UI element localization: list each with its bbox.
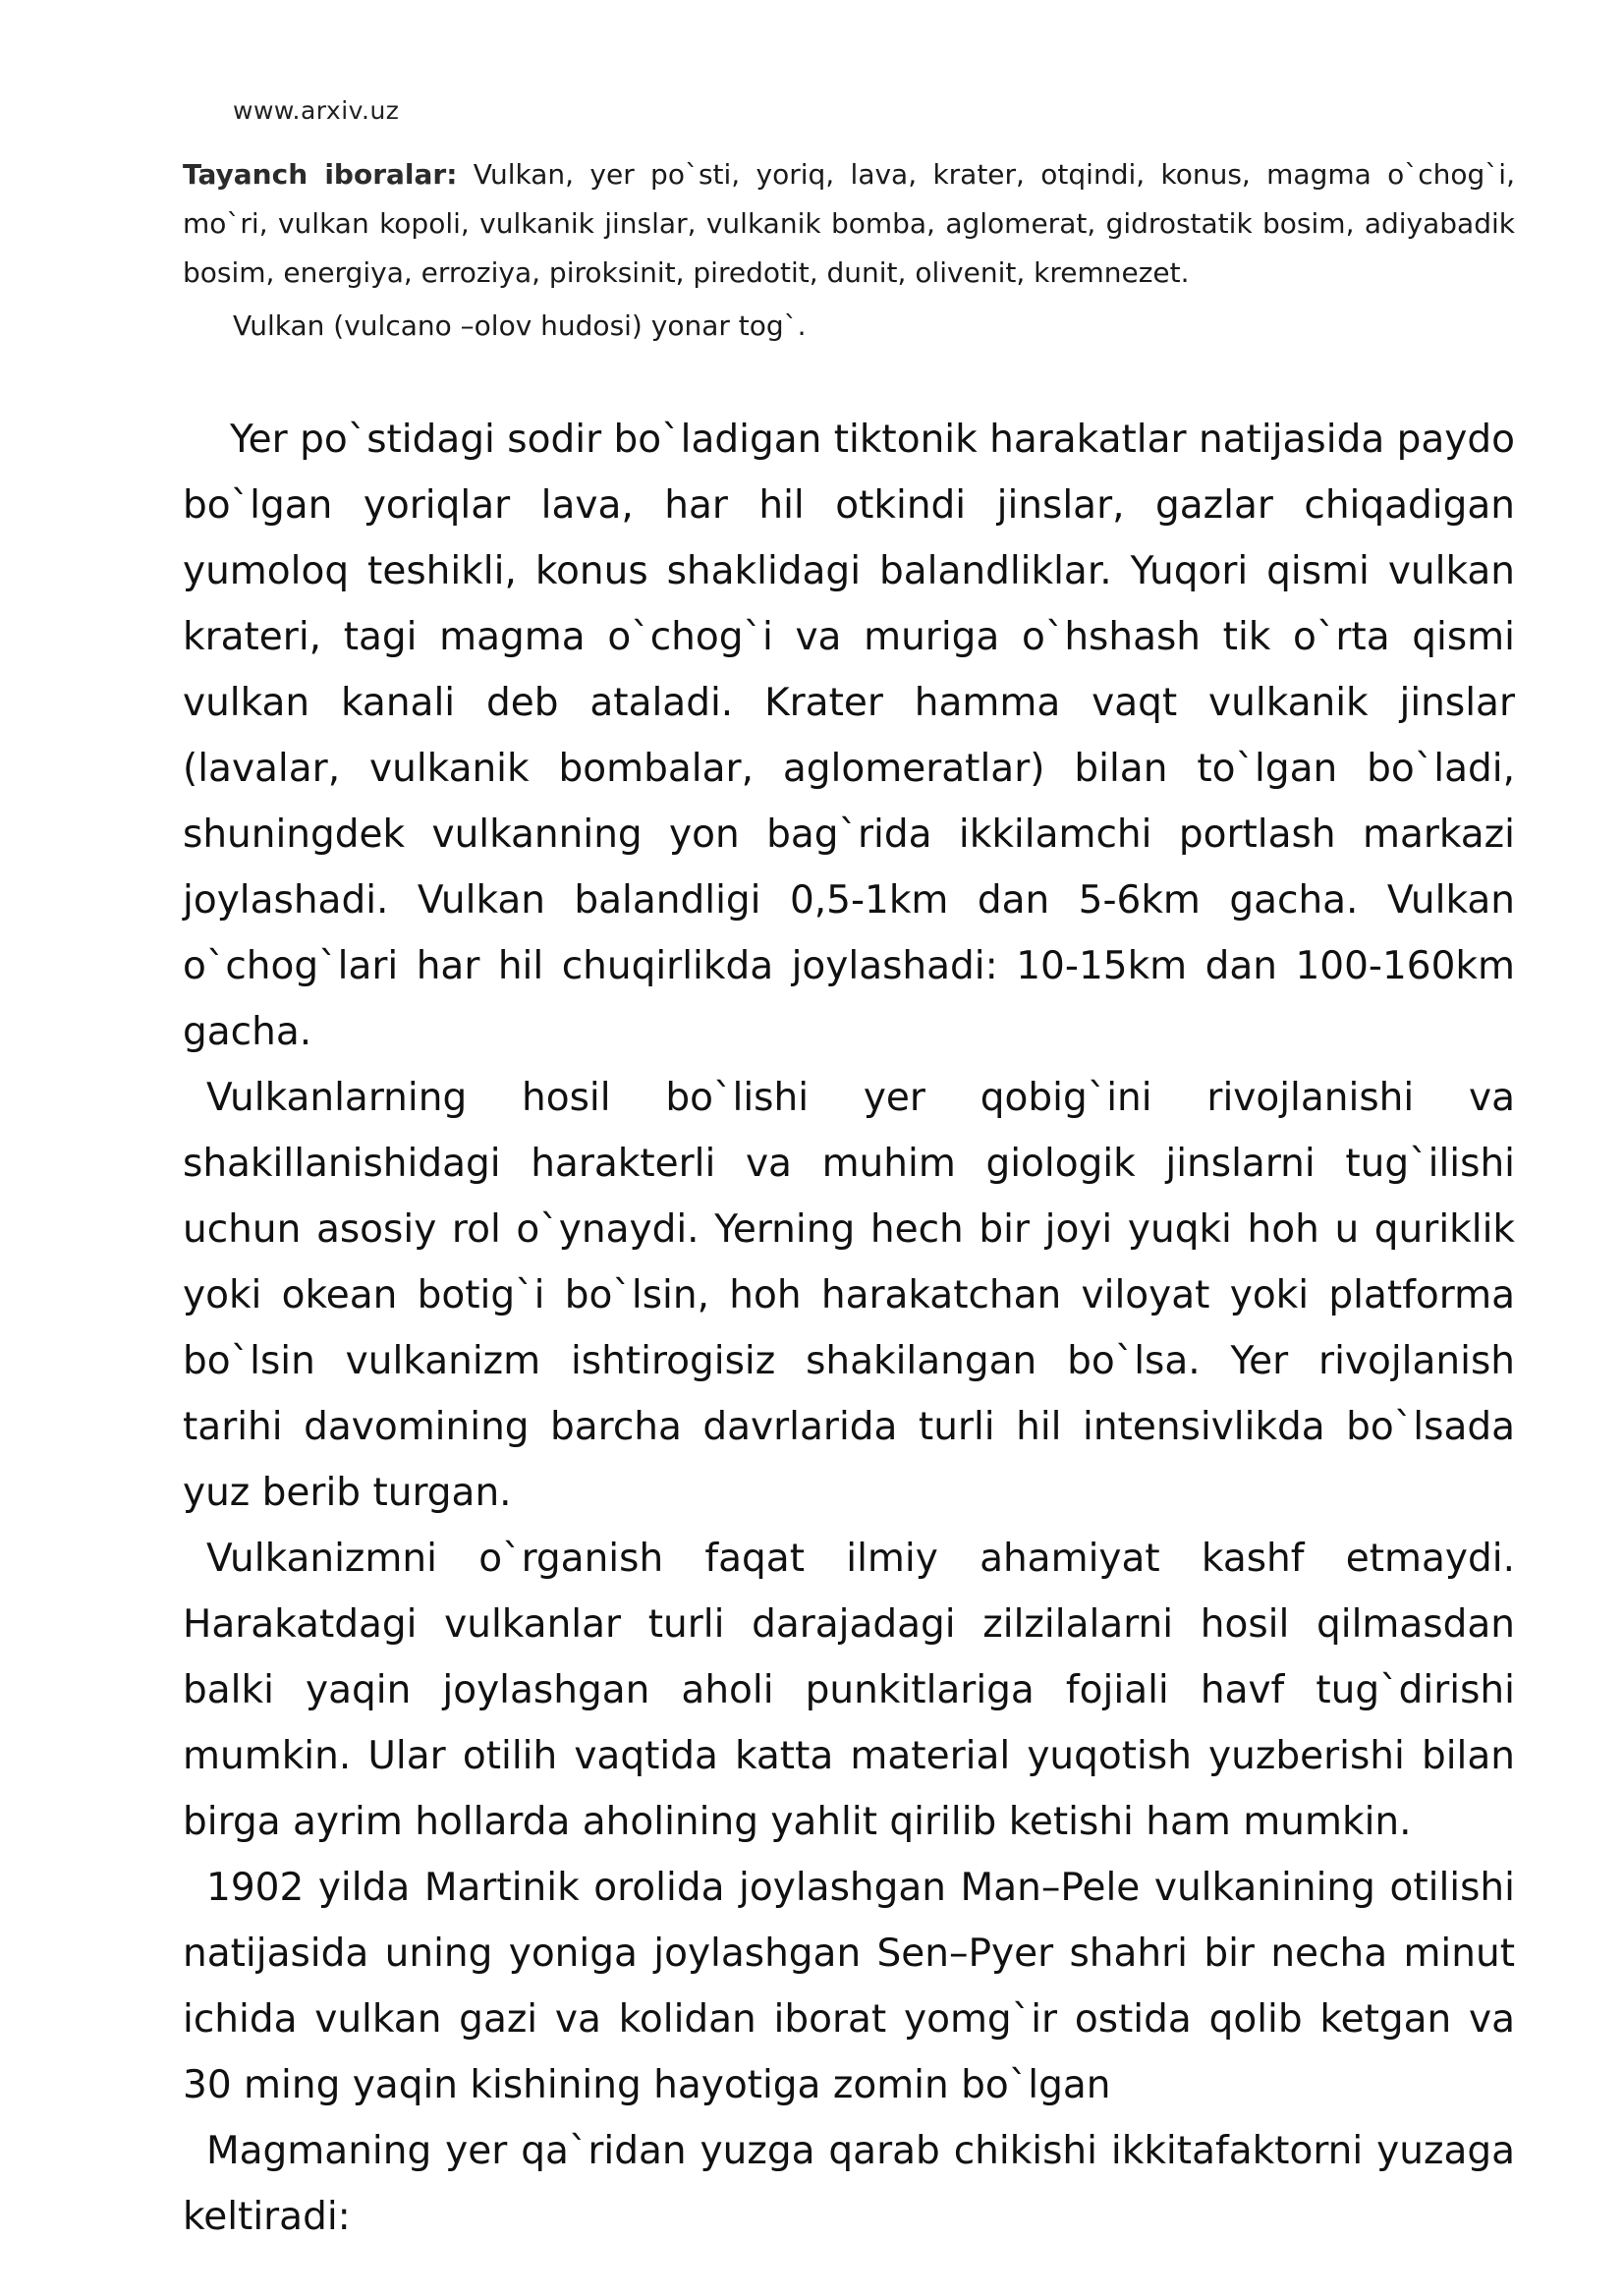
site-url: www.arxiv.uz (233, 96, 400, 125)
paragraph-3: Vulkanizmni o`rganish faqat ilmiy ahamiyat kashf etmaydi. Harakatdagi vulkanlar turli darajadagi zilzilalarni hosil qilmasdan balki yaqin joylashgan aholi punkitlariga fojiali havf tug`dirishi mumkin. Ular otilih vaqtida katta material yuqotish yuzberishi bilan birga ayrim hollarda aholining yahlit qirilib ketishi ham mumkin. (183, 1537, 1515, 1844)
paragraph-1: Yer po`stidagi sodir bo`ladigan tiktonik harakatlar natijasida paydo bo`lgan yoriqlar lava, har hil otkindi jinslar, gazlar chiqadigan yumoloq teshikli, konus shaklidagi balandliklar. Yuqori qismi vulkan krateri, tagi magma o`chog`i va muriga o`hshash tik o`rta qismi vulkan kanali deb ataladi. Krater hamma vaqt vulkanik jinslar (lavalar, vulkanik bombalar, aglomeratlar) bilan to`lgan bo`ladi, shuningdek vulkanning yon bag`rida ikkilamchi portlash markazi joylashadi. Vulkan balandligi 0,5-1km dan 5-6km gacha. Vulkan o`chog`lari har hil chuqirlikda joylashadi: 10-15km dan 100-160km gacha. (183, 418, 1515, 1054)
paragraph-2: Vulkanlarning hosil bo`lishi yer qobig`ini rivojlanishi va shakillanishidagi harakterli va muhim giologik jinslarni tug`ilishi uchun asosiy rol o`ynaydi. Yerning hech bir joyi yuqki hoh u quriklik yoki okean botig`i bo`lsin, hoh harakatchan viloyat yoki platforma bo`lsin vulkanizm ishtirogisiz shakilangan bo`lsa. Yer rivojlanish tarihi davomining barcha davrlarida turli hil intensivlikda bo`lsada yuz berib turgan. (183, 1076, 1515, 1515)
paragraph-4: 1902 yilda Martinik orolida joylashgan Man–Pele vulkanining otilishi natijasida uning yoniga joylashgan Sen–Pyer shahri bir necha minut ichida vulkan gazi va kolidan iborat yomg`ir ostida qolib ketgan va 30 ming yaqin kishining hayotiga zomin bo`lgan (183, 1866, 1515, 2107)
keywords-block (183, 150, 1515, 298)
paragraph-5: Magmaning yer qa`ridan yuzga qarab chikishi ikkitafaktorni yuzaga keltiradi: (183, 2129, 1515, 2239)
volcano-definition: Vulkan (vulcano –olov hudosi) yonar tog`. (233, 309, 807, 342)
body-text (183, 407, 1515, 2250)
keywords-label: Tayanch iboralar: (183, 158, 458, 191)
keywords-text: Vulkan, yer po`sti, yoriq, lava, krater, otqindi, konus, magma o`chog`i, mo`ri, vulkan kopoli, vulkanik jinslar, vulkanik bomba, aglomerat, gidrostatik bosim, adiyabadik bosim, energiya, erroziya, piroksinit, piredotit, dunit, olivenit, kremnezet. (183, 158, 1515, 289)
